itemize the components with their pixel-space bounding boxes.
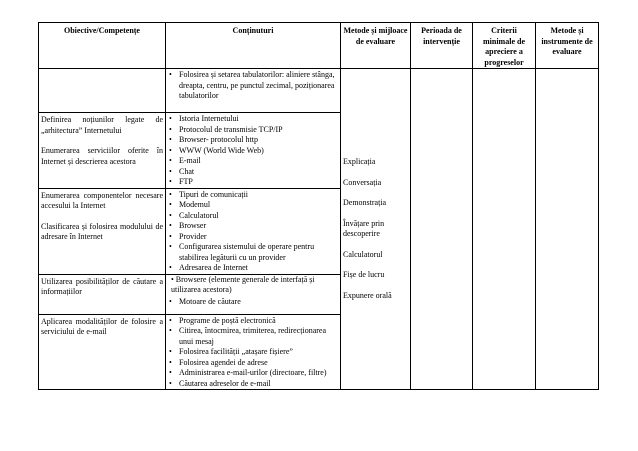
header-criteria: Criterii minimale de apreciere a progreselor [473,23,536,69]
objective-text: Enumerarea componentelor necesare accesului la Internet [41,190,163,210]
method-item: Învățare prin descoperire [343,218,385,238]
methods-cell [341,69,411,390]
header-objectives: Obiective/Competențe [39,23,166,69]
objective-text: Enumerarea serviciilor oferite în Internet și descrierea acestora [41,146,163,166]
list-item: • Căutarea adreselor de e-mail [168,379,338,390]
list-item: • WWW (World Wide Web) [168,146,338,157]
method-item: Expunere orală [343,290,392,300]
list-item: • Calculatorul [168,211,338,222]
list-item: • E-mail [168,156,338,167]
objective-text: Definirea noțiunilor legate de „arhitectura” Internetului [41,115,163,135]
objective-text: Aplicarea modalităților de folosire a serviciului de e-mail [41,316,163,336]
method-item: Conversația [343,177,382,187]
method-item: Fișe de lucru [343,270,385,279]
list-item: • Citirea, întocmirea, trimiterea, redirecționarea unui mesaj [168,326,338,347]
objectives-cell [39,188,166,274]
list-item: • Provider [168,232,338,243]
list-item: • Browser [168,221,338,232]
contents-cell [166,314,341,390]
header-methods: Metode și mijloace de evaluare [341,23,411,69]
list-item: • Programe de poștă electronică [168,316,338,327]
method-item: Calculatorul [343,249,383,259]
period-cell [411,69,473,390]
list-item: • Administrarea e-mail-urilor (directoare, filtre) [168,368,338,379]
list-item: • Folosirea facilității „atașare fișiere” [168,347,338,358]
header-contents: Conținuturi [166,23,341,69]
list-item: • Protocolul de transmisie TCP/IP [168,125,338,136]
objective-text: Clasificarea și folosirea modulului de adresare în Internet [41,221,163,241]
method-item: Demonstrația [343,198,387,207]
header-evaluation-instruments: Metode și instrumente de evaluare [536,23,599,69]
list-item: • Chat [168,167,338,178]
header-period: Perioada de intervenție [411,23,473,69]
contents-text: • Browsere (elemente generale de interfață și utilizarea acestora) [171,274,315,294]
contents-list [168,297,338,308]
list-item: • Modemul [168,200,338,211]
list-item: • Istoria Internetului [168,114,338,125]
objectives-cell [39,69,166,113]
list-item: • FTP [168,177,338,188]
contents-cell [166,113,341,189]
objective-text: Utilizarea posibilităților de căutare a informațiilor [41,276,163,296]
objectives-cell [39,274,166,314]
contents-cell [166,69,341,113]
contents-list [168,70,338,102]
contents-cell [166,188,341,274]
header-row [39,23,599,69]
contents-list [168,190,338,274]
table-row [39,69,599,113]
list-item: • Folosirea și setarea tabulatorilor: aliniere stânga, dreapta, centru, pe punctul zecimal, poziționarea tabulatorilor [168,70,338,102]
contents-list [168,316,338,390]
curriculum-table [38,22,599,390]
list-item: • Configurarea sistemului de operare pentru stabilirea legăturii cu un provider [168,242,338,263]
criteria-cell [473,69,536,390]
contents-cell [166,274,341,314]
list-item: • Folosirea agendei de adrese [168,358,338,369]
list-item: • Browser- protocolul http [168,135,338,146]
contents-list [168,114,338,188]
objectives-cell [39,113,166,189]
evaluation-instruments-cell [536,69,599,390]
list-item: • Motoare de căutare [168,297,338,308]
objectives-cell [39,314,166,390]
list-item: • Tipuri de comunicații [168,190,338,201]
method-item: Explicația [343,157,376,166]
list-item: • Adresarea de Internet [168,263,338,274]
